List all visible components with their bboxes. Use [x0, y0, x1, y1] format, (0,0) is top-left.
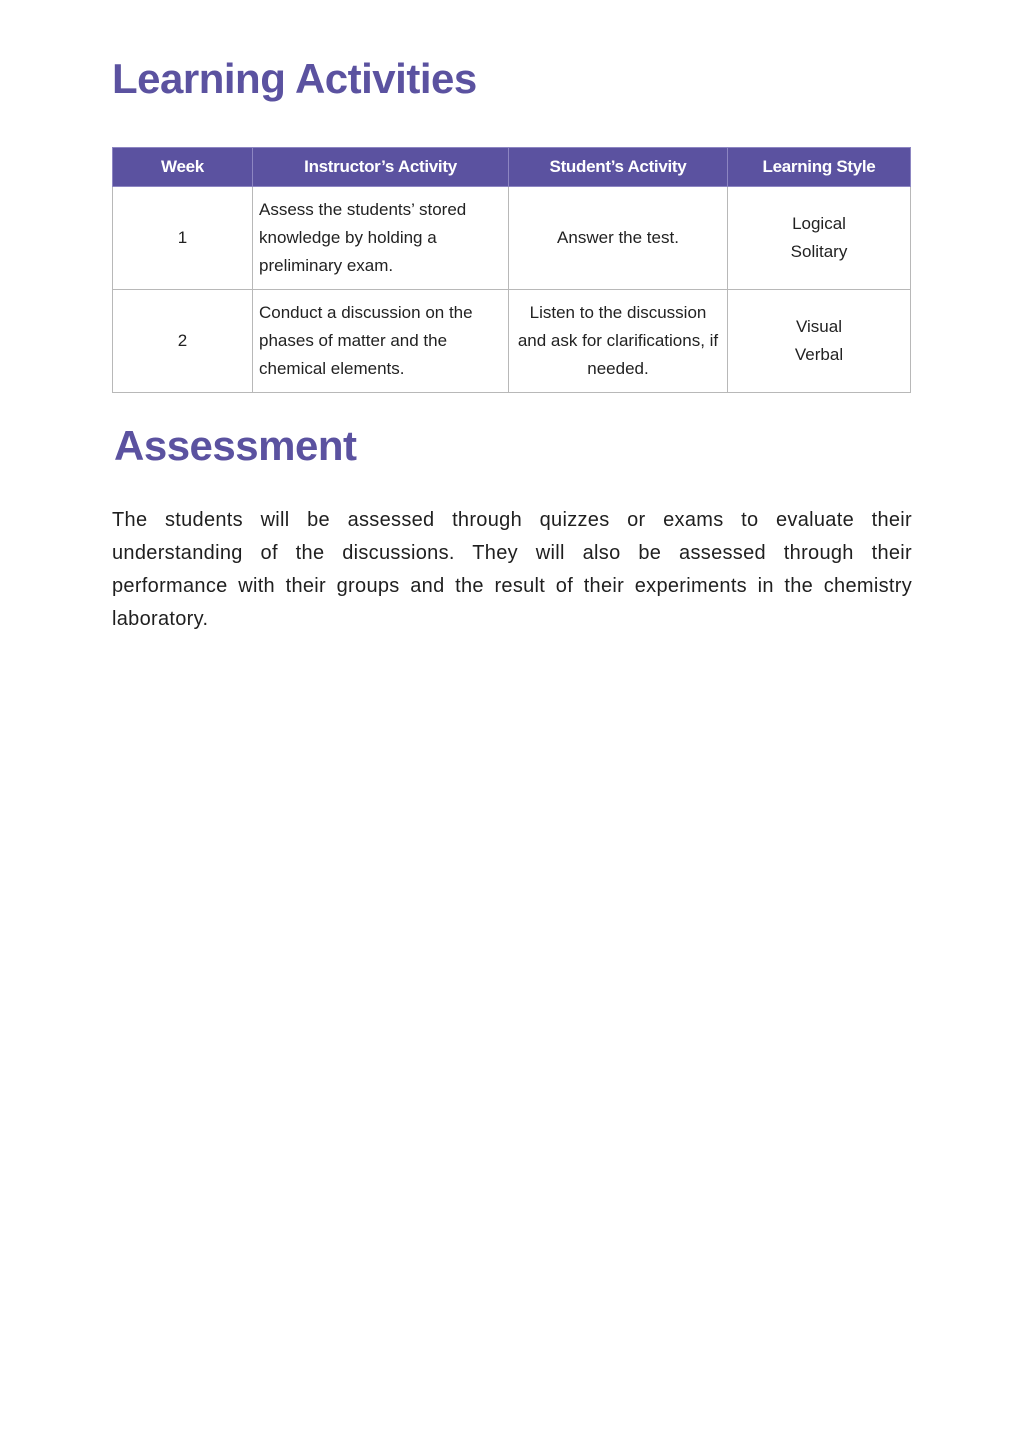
- learning-style-cell: [728, 290, 911, 393]
- student-activity-cell: Answer the test.: [509, 187, 728, 290]
- header-instructor-activity: Instructor’s Activity: [253, 148, 509, 187]
- student-activity-cell: Listen to the discussion and ask for clarifications, if needed.: [509, 290, 728, 393]
- instructor-activity-cell: Assess the students’ stored knowledge by holding a preliminary exam.: [253, 187, 509, 290]
- table-header-row: [113, 148, 911, 187]
- learning-style-item: Visual: [796, 317, 842, 336]
- learning-style-item: Logical: [792, 214, 846, 233]
- learning-style-cell: [728, 187, 911, 290]
- header-student-activity: Student’s Activity: [509, 148, 728, 187]
- learning-style-item: Verbal: [794, 345, 844, 364]
- assessment-heading: Assessment: [114, 422, 357, 469]
- header-learning-style: Learning Style: [728, 148, 911, 187]
- learning-activities-heading: Learning Activities: [112, 55, 477, 102]
- assessment-paragraph: The students will be assessed through quizzes or exams to evaluate their understanding of the discussions. They will also be assessed through their performance with their groups and the result of their experiments in the chemistry laboratory.: [112, 509, 912, 630]
- week-cell: 2: [113, 290, 253, 393]
- header-week: Week: [113, 148, 253, 187]
- learning-style-item: Solitary: [790, 242, 848, 261]
- table-row: [113, 187, 911, 290]
- instructor-activity-cell: Conduct a discussion on the phases of matter and the chemical elements.: [253, 290, 509, 393]
- table-row: [113, 290, 911, 393]
- learning-activities-table: [112, 147, 911, 393]
- week-cell: 1: [113, 187, 253, 290]
